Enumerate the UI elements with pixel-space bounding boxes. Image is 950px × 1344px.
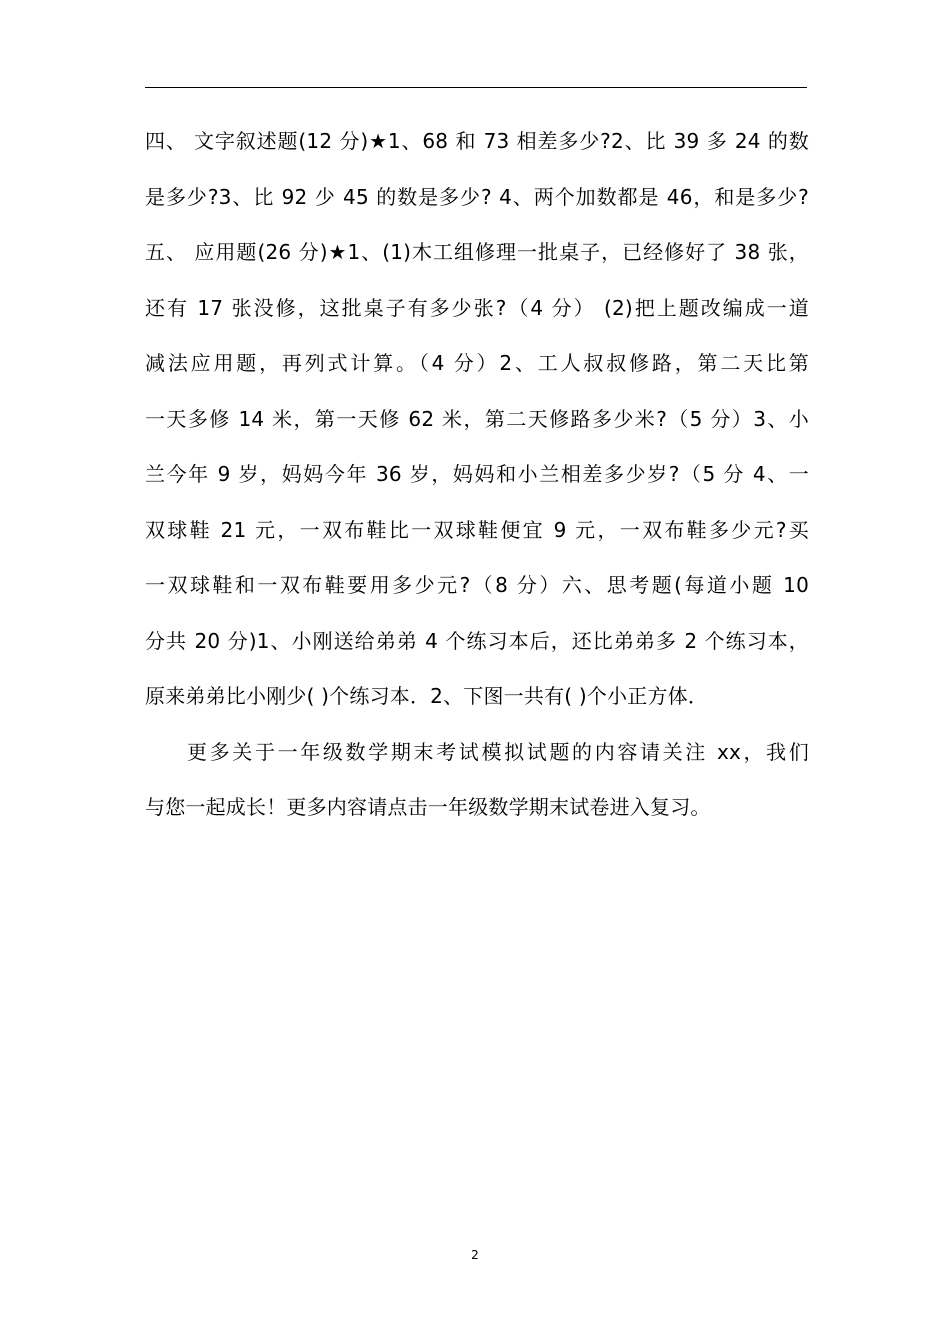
text-line: 减法应用题，再列式计算。（4 分）2、工人叔叔修路，第二天比第 [145,351,809,375]
header-rule [145,87,807,88]
body-text [145,114,809,836]
text-line: 一双球鞋和一双布鞋要用多少元?（8 分）六、思考题(每道小题 10 [145,573,809,597]
text-line: 分共 20 分)1、小刚送给弟弟 4 个练习本后，还比弟弟多 2 个练习本， [145,628,809,653]
text-line: 原来弟弟比小刚少( )个练习本．2、下图一共有( )个小正方体． [145,684,709,708]
text-line: 双球鞋 21 元，一双布鞋比一双球鞋便宜 9 元，一双布鞋多少元?买 [145,517,809,542]
text-line: 四、 文字叙述题(12 分)★1、68 和 73 相差多少?2、比 39 多 24 的数 [145,129,809,153]
text-line: 更多关于一年级数学期末考试模拟试题的内容请关注 xx，我们 [187,739,809,764]
text-line: 兰今年 9 岁，妈妈今年 36 岁，妈妈和小兰相差多少岁?（5 分 4、一 [145,462,809,486]
text-line: 与您一起成长！更多内容请点击一年级数学期末试卷进入复习。 [145,795,711,819]
page-number: 2 [471,1248,479,1262]
text-line: 是多少?3、比 92 少 45 的数是多少? 4、两个加数都是 46，和是多少? [145,184,809,209]
text-line: 还有 17 张没修，这批桌子有多少张?（4 分） (2)把上题改编成一道 [145,295,809,320]
text-line: 五、 应用题(26 分)★1、(1)木工组修理一批桌子，已经修好了 38 张， [145,240,809,264]
text-line: 一天多修 14 米，第一天修 62 米，第二天修路多少米?（5 分）3、小 [145,406,809,431]
